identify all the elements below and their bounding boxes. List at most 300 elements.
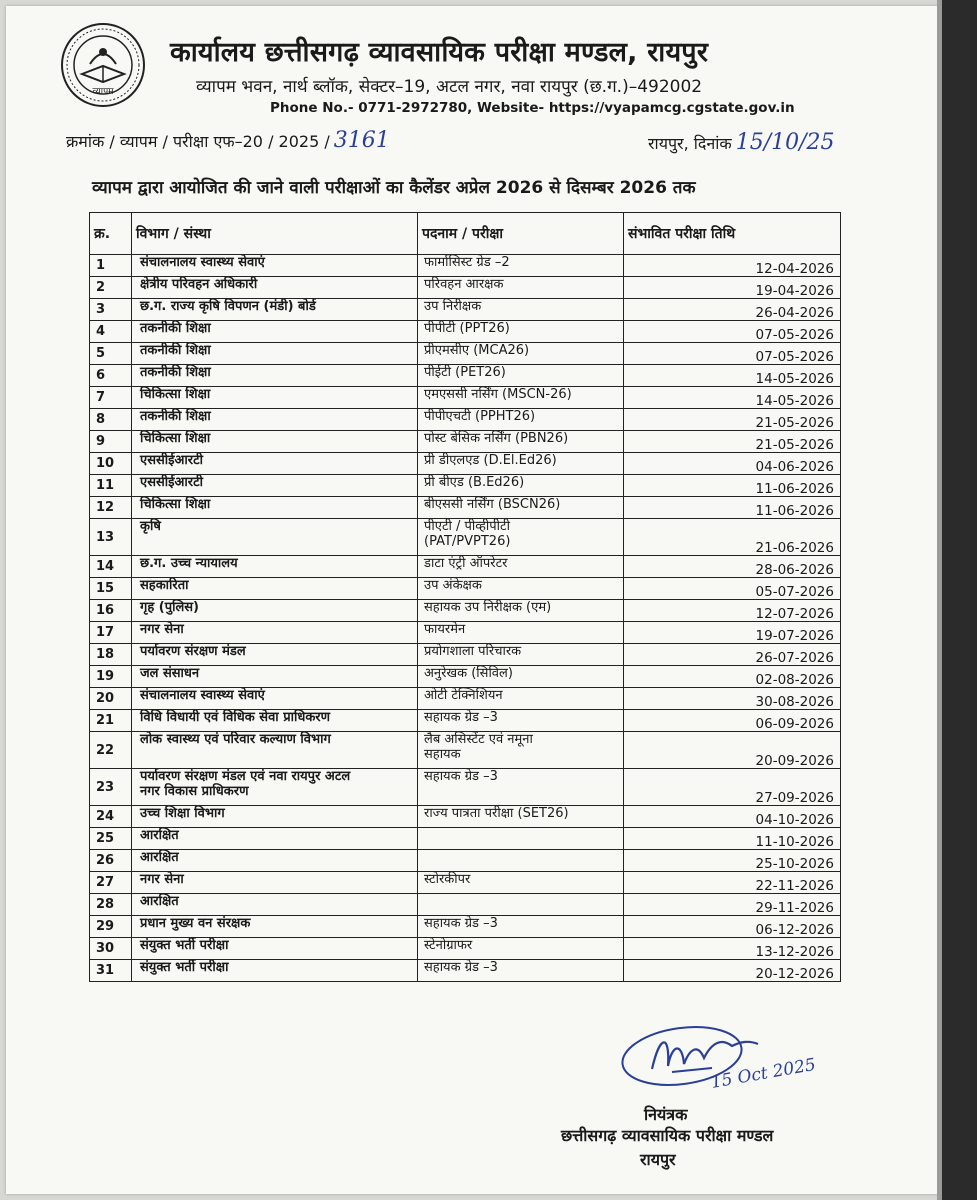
table-row [90, 688, 841, 710]
table-row [90, 828, 841, 850]
department-cell [132, 894, 418, 916]
table-row [90, 497, 841, 519]
serial-cell [90, 644, 132, 666]
post-cell [418, 894, 624, 916]
table-row [90, 556, 841, 578]
department-cell-text: संचालनालय स्वास्थ्य सेवाएं [140, 255, 265, 270]
post-cell [418, 732, 624, 769]
post-cell-text: सहायक ग्रेड –3 [424, 769, 498, 784]
department-cell-text: प्रधान मुख्य वन संरक्षक [140, 916, 251, 931]
department-cell [132, 872, 418, 894]
serial-cell-text: 21 [96, 713, 115, 728]
department-cell-text: नगर सेना [140, 872, 184, 887]
department-cell [132, 321, 418, 343]
department-cell-text: संचालनालय स्वास्थ्य सेवाएं [140, 688, 265, 703]
exam-date-cell [624, 343, 841, 365]
department-cell [132, 828, 418, 850]
exam-date-cell [624, 556, 841, 578]
post-cell [418, 806, 624, 828]
exam-date-cell-text: 21-05-2026 [755, 415, 834, 431]
serial-cell-text: 13 [96, 529, 115, 545]
serial-cell-text: 29 [96, 919, 115, 934]
post-cell-text: फायरमेन [424, 622, 466, 637]
serial-cell-text: 23 [96, 779, 115, 795]
serial-cell-text: 27 [96, 875, 115, 890]
exam-date-cell [624, 938, 841, 960]
exam-date-cell [624, 960, 841, 982]
serial-cell-text: 2 [96, 280, 106, 295]
department-cell-text: कृषि [140, 519, 161, 534]
background-edge [942, 0, 977, 1200]
serial-cell [90, 916, 132, 938]
post-cell-text: एमएससी नर्सिंग (MSCN-26) [424, 387, 572, 402]
post-cell [418, 556, 624, 578]
exam-date-cell [624, 769, 841, 806]
serial-cell-text: 26 [96, 853, 115, 868]
post-cell-text: स्टेनोग्राफर [424, 938, 473, 953]
department-cell-text: नगर विकास प्राधिकरण [140, 784, 249, 799]
serial-cell [90, 600, 132, 622]
post-cell [418, 600, 624, 622]
serial-cell-text: 18 [96, 647, 115, 662]
office-title: कार्यालय छत्तीसगढ़ व्यावसायिक परीक्षा मण्डल, रायपुर [170, 37, 709, 68]
post-cell-text: प्री डीएलएड (D.El.Ed26) [424, 453, 557, 468]
table-row [90, 475, 841, 497]
department-cell-text: तकनीकी शिक्षा [140, 321, 211, 336]
serial-cell-text: 5 [96, 346, 106, 361]
exam-date-cell-text: 29-11-2026 [755, 900, 834, 916]
serial-cell [90, 938, 132, 960]
post-cell [418, 453, 624, 475]
serial-cell-text: 8 [96, 412, 106, 427]
exam-date-cell [624, 387, 841, 409]
exam-date-cell-text: 11-10-2026 [755, 834, 834, 850]
department-cell [132, 299, 418, 321]
exam-date-cell [624, 644, 841, 666]
department-cell [132, 497, 418, 519]
serial-cell [90, 387, 132, 409]
post-cell [418, 644, 624, 666]
table-row [90, 578, 841, 600]
department-cell [132, 578, 418, 600]
post-cell [418, 622, 624, 644]
department-cell-text: तकनीकी शिक्षा [140, 365, 211, 380]
exam-date-cell-text: 19-07-2026 [755, 628, 834, 644]
serial-cell [90, 453, 132, 475]
signature-date: 15 Oct 2025 [709, 1054, 818, 1093]
reference-prefix: क्रमांक / व्यापम / परीक्षा एफ–20 / 2025 / [66, 132, 330, 151]
exam-date-cell-text: 25-10-2026 [755, 856, 834, 872]
department-cell [132, 453, 418, 475]
department-cell [132, 710, 418, 732]
exam-date-cell [624, 806, 841, 828]
exam-date-cell [624, 916, 841, 938]
post-cell-text: ओटी टेक्निशियन [424, 688, 503, 703]
post-cell-text: उप निरीक्षक [424, 299, 482, 314]
serial-cell-text: 10 [96, 456, 115, 471]
post-cell-text: सहायक ग्रेड –3 [424, 960, 498, 975]
post-cell-text: सहायक [424, 747, 461, 762]
post-cell [418, 666, 624, 688]
exam-date-cell-text: 14-05-2026 [755, 371, 834, 387]
serial-cell [90, 299, 132, 321]
department-cell-text: उच्च शिक्षा विभाग [140, 806, 225, 821]
exam-date-cell [624, 277, 841, 299]
serial-cell-text: 24 [96, 809, 115, 824]
department-cell [132, 732, 418, 769]
exam-date-cell [624, 894, 841, 916]
department-cell-text: चिकित्सा शिक्षा [140, 431, 211, 446]
department-cell [132, 600, 418, 622]
post-cell [418, 277, 624, 299]
exam-date-cell-text: 02-08-2026 [755, 672, 834, 688]
exam-date-cell-text: 06-12-2026 [755, 922, 834, 938]
department-cell-text: एससीईआरटी [140, 453, 204, 468]
serial-cell [90, 872, 132, 894]
exam-date-cell-text: 11-06-2026 [755, 503, 834, 519]
table-row [90, 806, 841, 828]
exam-date-cell-text: 20-09-2026 [755, 753, 834, 769]
exam-date-cell-text: 11-06-2026 [755, 481, 834, 497]
signatory-role: नियंत्रक [644, 1105, 688, 1124]
post-cell-text: (PAT/PVPT26) [424, 534, 511, 549]
reference-number: 3161 [333, 128, 390, 153]
serial-cell-text: 11 [96, 478, 115, 493]
serial-cell-text: 25 [96, 831, 115, 846]
col-header-date: संभावित परीक्षा तिथि [624, 213, 841, 255]
exam-date-cell-text: 12-04-2026 [755, 261, 834, 277]
serial-cell [90, 828, 132, 850]
post-cell-text: अनुरेखक (सिविल) [424, 666, 513, 681]
table-row [90, 453, 841, 475]
table-row [90, 850, 841, 872]
serial-cell [90, 578, 132, 600]
exam-date-cell [624, 409, 841, 431]
exam-date-cell-text: 05-07-2026 [755, 584, 834, 600]
logo-text: व्यापम [92, 87, 114, 97]
signatory-city: रायपुर [640, 1150, 676, 1169]
table-row [90, 710, 841, 732]
table-row [90, 600, 841, 622]
controller-signature [612, 1014, 832, 1104]
serial-cell-text: 20 [96, 691, 115, 706]
table-row [90, 666, 841, 688]
department-cell [132, 769, 418, 806]
exam-date-cell [624, 321, 841, 343]
department-cell-text: नगर सेना [140, 622, 184, 637]
serial-cell [90, 732, 132, 769]
serial-cell [90, 519, 132, 556]
department-cell [132, 916, 418, 938]
exam-date-cell [624, 688, 841, 710]
department-cell [132, 431, 418, 453]
serial-cell [90, 343, 132, 365]
table-row [90, 622, 841, 644]
department-cell-text: संयुक्त भर्ती परीक्षा [140, 960, 229, 975]
exam-date-cell [624, 872, 841, 894]
post-cell [418, 850, 624, 872]
post-cell-text: उप अंकेक्षक [424, 578, 482, 593]
serial-cell-text: 1 [96, 258, 106, 273]
department-cell-text: छ.ग. राज्य कृषि विपणन (मंडी) बोर्ड [140, 299, 316, 314]
post-cell [418, 828, 624, 850]
exam-date-cell [624, 600, 841, 622]
post-cell [418, 255, 624, 277]
post-cell-text: राज्य पात्रता परीक्षा (SET26) [424, 806, 569, 821]
serial-cell [90, 960, 132, 982]
exam-date-cell [624, 850, 841, 872]
post-cell-text: पीपीएचटी (PPHT26) [424, 409, 536, 424]
exam-date-cell [624, 431, 841, 453]
table-row [90, 255, 841, 277]
exam-date-cell [624, 497, 841, 519]
department-cell [132, 666, 418, 688]
table-row [90, 343, 841, 365]
table-row [90, 321, 841, 343]
serial-cell [90, 321, 132, 343]
department-cell-text: आरक्षित [140, 828, 179, 843]
department-cell-text: चिकित्सा शिक्षा [140, 497, 211, 512]
department-cell [132, 519, 418, 556]
exam-date-cell [624, 365, 841, 387]
exam-date-cell [624, 255, 841, 277]
table-row [90, 872, 841, 894]
exam-date-cell [624, 666, 841, 688]
serial-cell [90, 688, 132, 710]
serial-cell [90, 475, 132, 497]
exam-date-cell [624, 578, 841, 600]
table-row [90, 431, 841, 453]
contact-line: Phone No.- 0771-2972780, Website- https://vyapamcg.cgstate.gov.in [270, 100, 795, 116]
department-cell [132, 343, 418, 365]
post-cell [418, 431, 624, 453]
exam-date-cell-text: 20-12-2026 [755, 966, 834, 982]
post-cell [418, 872, 624, 894]
serial-cell-text: 4 [96, 324, 106, 339]
post-cell [418, 578, 624, 600]
post-cell-text: सहायक ग्रेड –3 [424, 916, 498, 931]
signatory-organization: छत्तीसगढ़ व्यावसायिक परीक्षा मण्डल [561, 1126, 774, 1145]
post-cell [418, 343, 624, 365]
post-cell [418, 365, 624, 387]
serial-cell [90, 806, 132, 828]
post-cell [418, 519, 624, 556]
table-row [90, 365, 841, 387]
department-cell-text: क्षेत्रीय परिवहन अधिकारी [140, 277, 258, 292]
table-row [90, 409, 841, 431]
serial-cell-text: 3 [96, 302, 106, 317]
post-cell [418, 769, 624, 806]
vyapam-logo-icon [60, 22, 146, 108]
post-cell-text: प्रीएमसीए (MCA26) [424, 343, 530, 358]
post-cell [418, 688, 624, 710]
exam-date-cell-text: 26-04-2026 [755, 305, 834, 321]
department-cell-text: पर्यावरण संरक्षण मंडल एवं नवा रायपुर अटल [140, 769, 351, 784]
department-cell [132, 622, 418, 644]
department-cell [132, 644, 418, 666]
col-header-department: विभाग / संस्था [132, 213, 418, 255]
serial-cell [90, 710, 132, 732]
department-cell-text: विधि विधायी एवं विधिक सेवा प्राधिकरण [140, 710, 331, 725]
post-cell [418, 321, 624, 343]
department-cell-text: छ.ग. उच्च न्यायालय [140, 556, 238, 571]
exam-date-cell-text: 26-07-2026 [755, 650, 834, 666]
table-body [90, 255, 841, 982]
table-row [90, 769, 841, 806]
post-cell-text: सहायक ग्रेड –3 [424, 710, 498, 725]
col-header-post: पदनाम / परीक्षा [418, 213, 624, 255]
exam-date-cell [624, 475, 841, 497]
issue-date: 15/10/25 [735, 130, 835, 155]
post-cell [418, 409, 624, 431]
serial-cell-text: 19 [96, 669, 115, 684]
department-cell [132, 960, 418, 982]
post-cell-text: स्टोरकीपर [424, 872, 471, 887]
serial-cell [90, 497, 132, 519]
table-header-row [90, 213, 841, 255]
exam-date-cell-text: 30-08-2026 [755, 694, 834, 710]
department-cell [132, 556, 418, 578]
department-cell [132, 277, 418, 299]
exam-date-cell [624, 519, 841, 556]
place-date [648, 130, 835, 155]
serial-cell [90, 556, 132, 578]
post-cell-text: फार्मासिस्ट ग्रेड –2 [424, 255, 510, 270]
post-cell-text: पोस्ट बेसिक नर्सिंग (PBN26) [424, 431, 569, 446]
department-cell-text: आरक्षित [140, 894, 179, 909]
department-cell-text: तकनीकी शिक्षा [140, 343, 211, 358]
exam-date-cell-text: 12-07-2026 [755, 606, 834, 622]
department-cell [132, 365, 418, 387]
post-cell-text: प्रयोगशाला परिचारक [424, 644, 522, 659]
exam-date-cell-text: 19-04-2026 [755, 283, 834, 299]
post-cell [418, 916, 624, 938]
department-cell [132, 806, 418, 828]
exam-date-cell [624, 453, 841, 475]
office-address: व्यापम भवन, नार्थ ब्लॉक, सेक्टर–19, अटल नगर, नवा रायपुर (छ.ग.)–492002 [196, 77, 703, 97]
department-cell [132, 850, 418, 872]
table-row [90, 960, 841, 982]
serial-cell [90, 431, 132, 453]
table-row [90, 894, 841, 916]
calendar-heading: व्यापम द्वारा आयोजित की जाने वाली परीक्षाओं का कैलेंडर अप्रेल 2026 से दिसम्बर 2026 तक [92, 178, 696, 198]
serial-cell-text: 16 [96, 603, 115, 618]
exam-date-cell [624, 299, 841, 321]
serial-cell-text: 28 [96, 897, 115, 912]
department-cell-text: जल संसाधन [140, 666, 200, 681]
department-cell [132, 255, 418, 277]
exam-calendar-table [89, 212, 841, 982]
department-cell-text: संयुक्त भर्ती परीक्षा [140, 938, 229, 953]
table-row [90, 299, 841, 321]
table-row [90, 732, 841, 769]
table-row [90, 938, 841, 960]
serial-cell [90, 255, 132, 277]
table-row [90, 387, 841, 409]
serial-cell [90, 769, 132, 806]
department-cell-text: चिकित्सा शिक्षा [140, 387, 211, 402]
serial-cell-text: 7 [96, 390, 106, 405]
post-cell-text: बीएससी नर्सिंग (BSCN26) [424, 497, 561, 512]
serial-cell [90, 850, 132, 872]
serial-cell-text: 17 [96, 625, 115, 640]
department-cell-text: एससीईआरटी [140, 475, 204, 490]
exam-date-cell [624, 622, 841, 644]
post-cell-text: पीएटी / पीव्हीपीटी [424, 519, 510, 534]
serial-cell [90, 277, 132, 299]
post-cell-text: डाटा एंट्री ऑपरेटर [424, 556, 508, 571]
exam-date-cell-text: 27-09-2026 [755, 790, 834, 806]
post-cell [418, 497, 624, 519]
department-cell-text: सहकारिता [140, 578, 189, 593]
col-header-serial: क्र. [90, 213, 132, 255]
post-cell [418, 475, 624, 497]
post-cell-text: सहायक उप निरीक्षक (एम) [424, 600, 552, 615]
serial-cell-text: 9 [96, 434, 106, 449]
exam-date-cell-text: 04-10-2026 [755, 812, 834, 828]
serial-cell [90, 666, 132, 688]
post-cell [418, 387, 624, 409]
serial-cell-text: 22 [96, 742, 115, 758]
exam-date-cell-text: 22-11-2026 [755, 878, 834, 894]
exam-date-cell [624, 732, 841, 769]
post-cell-text: पीपीटी (PPT26) [424, 321, 510, 336]
exam-date-cell-text: 21-06-2026 [755, 540, 834, 556]
department-cell-text: पर्यावरण संरक्षण मंडल [140, 644, 246, 659]
serial-cell [90, 894, 132, 916]
serial-cell-text: 30 [96, 941, 115, 956]
department-cell [132, 475, 418, 497]
department-cell-text: गृह (पुलिस) [140, 600, 199, 615]
department-cell [132, 688, 418, 710]
reference-line [66, 128, 390, 153]
post-cell [418, 938, 624, 960]
table-row [90, 277, 841, 299]
exam-date-cell [624, 710, 841, 732]
department-cell [132, 938, 418, 960]
department-cell-text: आरक्षित [140, 850, 179, 865]
serial-cell-text: 15 [96, 581, 115, 596]
serial-cell [90, 622, 132, 644]
exam-date-cell-text: 28-06-2026 [755, 562, 834, 578]
serial-cell-text: 14 [96, 559, 115, 574]
exam-date-cell-text: 07-05-2026 [755, 349, 834, 365]
post-cell [418, 960, 624, 982]
table-row [90, 644, 841, 666]
table-row [90, 916, 841, 938]
post-cell-text: पीईटी (PET26) [424, 365, 506, 380]
department-cell [132, 409, 418, 431]
department-cell-text: लोक स्वास्थ्य एवं परिवार कल्याण विभाग [140, 732, 331, 747]
place-label: रायपुर, दिनांक [648, 134, 732, 153]
exam-date-cell-text: 13-12-2026 [755, 944, 834, 960]
post-cell-text: प्री बीएड (B.Ed26) [424, 475, 525, 490]
post-cell-text: लैब असिस्टेंट एवं नमूना [424, 732, 533, 747]
serial-cell-text: 31 [96, 963, 115, 978]
department-cell-text: तकनीकी शिक्षा [140, 409, 211, 424]
exam-date-cell [624, 828, 841, 850]
exam-date-cell-text: 07-05-2026 [755, 327, 834, 343]
post-cell [418, 710, 624, 732]
serial-cell-text: 12 [96, 500, 115, 515]
exam-date-cell-text: 14-05-2026 [755, 393, 834, 409]
table-row [90, 519, 841, 556]
serial-cell [90, 409, 132, 431]
post-cell-text: परिवहन आरक्षक [424, 277, 504, 292]
post-cell [418, 299, 624, 321]
exam-date-cell-text: 21-05-2026 [755, 437, 834, 453]
serial-cell-text: 6 [96, 368, 106, 383]
